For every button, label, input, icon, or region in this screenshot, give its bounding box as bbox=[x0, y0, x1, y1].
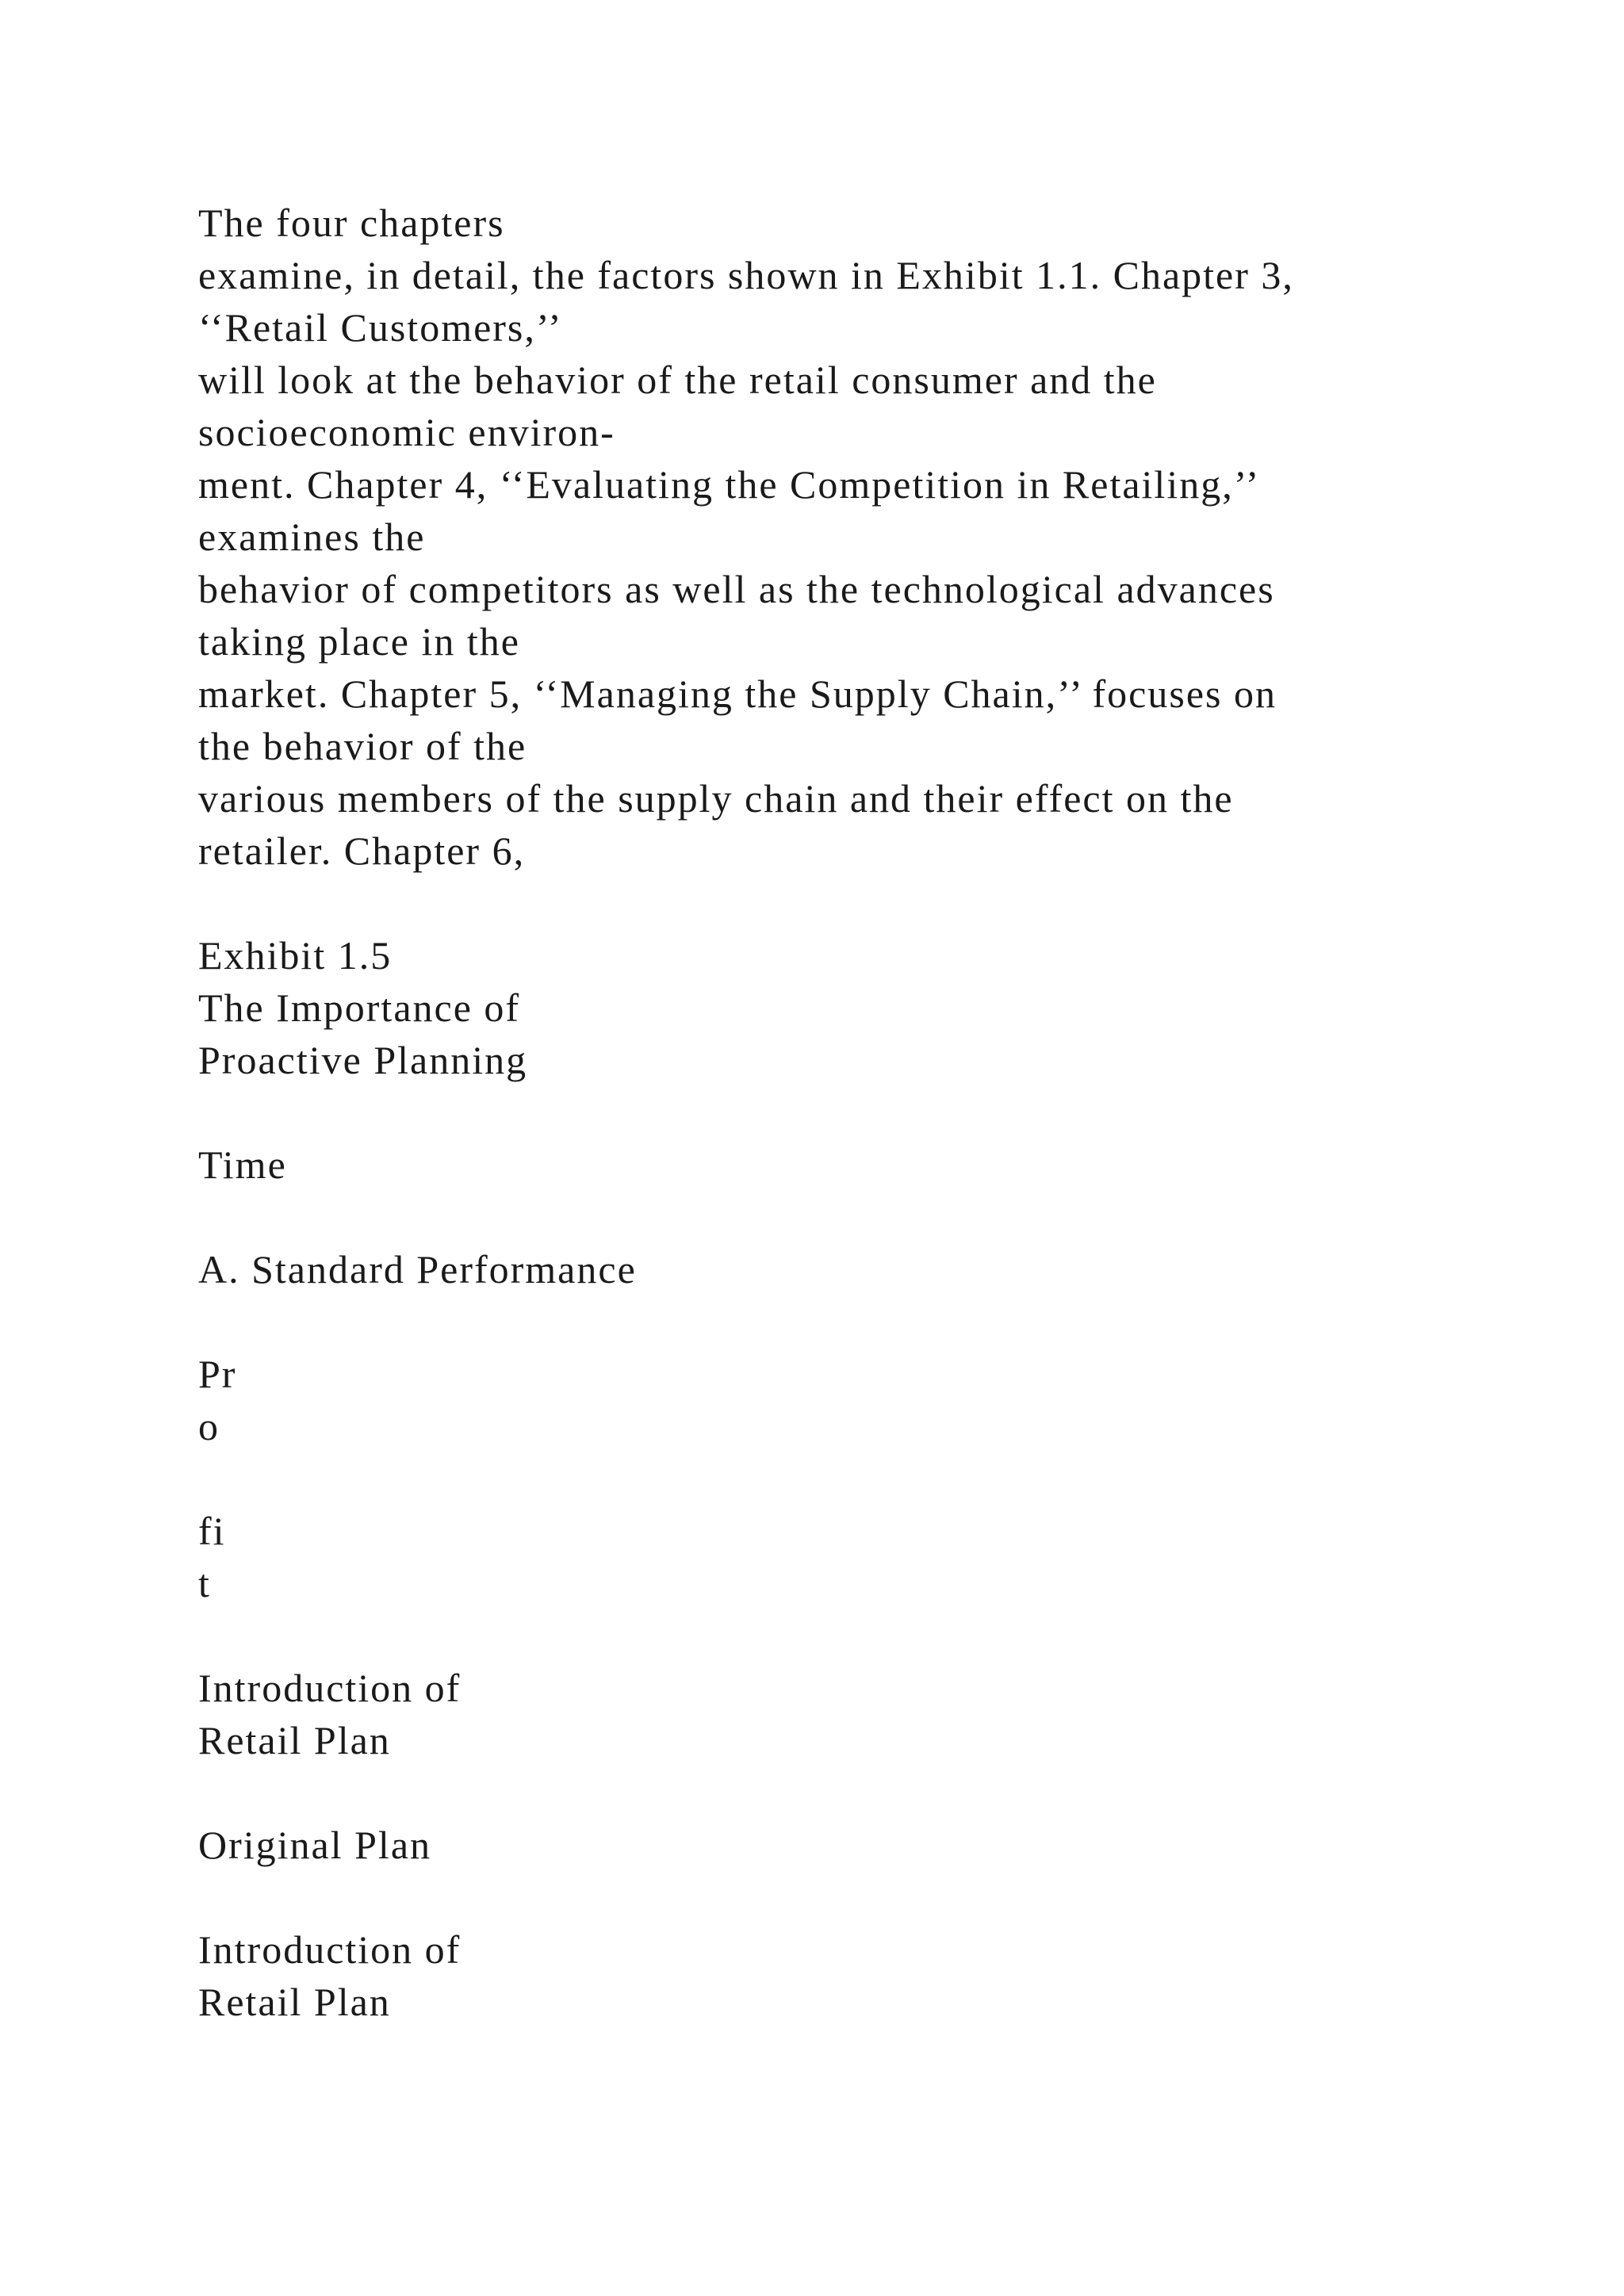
exhibit-title-line: Proactive Planning bbox=[198, 1038, 528, 1082]
annotation-introduction-1 bbox=[198, 1662, 1546, 1766]
panel-label: A. Standard Performance bbox=[198, 1247, 637, 1292]
text-line: examine, in detail, the factors shown in Exhibit 1.1. Chapter 3, bbox=[198, 253, 1294, 297]
y-axis-fragment: Pr bbox=[198, 1352, 237, 1396]
text-line: ment. Chapter 4, ‘‘Evaluating the Competition in Retailing,’’ bbox=[198, 462, 1261, 507]
document-page bbox=[198, 197, 1546, 2028]
text-line: behavior of competitors as well as the technological advances bbox=[198, 567, 1275, 611]
text-line: various members of the supply chain and their effect on the bbox=[198, 776, 1234, 821]
y-axis-fragment: fi bbox=[198, 1509, 226, 1553]
annotation-line: Retail Plan bbox=[198, 1718, 391, 1762]
annotation-line: Introduction of bbox=[198, 1666, 462, 1710]
annotation-original-plan: Original Plan bbox=[198, 1823, 432, 1867]
annotation-introduction-2 bbox=[198, 1923, 1546, 2028]
text-line: market. Chapter 5, ‘‘Managing the Supply Chain,’’ focuses on bbox=[198, 672, 1277, 716]
text-line: retailer. Chapter 6, bbox=[198, 828, 526, 873]
text-line: the behavior of the bbox=[198, 724, 527, 768]
blank-line bbox=[198, 1191, 1546, 1243]
y-axis-fragment: t bbox=[198, 1561, 211, 1605]
blank-line bbox=[198, 877, 1546, 929]
blank-line bbox=[198, 1452, 1546, 1505]
text-line: ‘‘Retail Customers,’’ bbox=[198, 305, 563, 350]
blank-line bbox=[198, 1871, 1546, 1923]
blank-line bbox=[198, 1766, 1546, 1819]
exhibit-number: Exhibit 1.5 bbox=[198, 933, 393, 978]
y-axis-fragment: o bbox=[198, 1404, 220, 1448]
blank-line bbox=[198, 1295, 1546, 1348]
text-line: The four chapters bbox=[198, 201, 505, 245]
exhibit-caption bbox=[198, 929, 1546, 1086]
text-line: will look at the behavior of the retail consumer and the bbox=[198, 358, 1157, 402]
text-line: taking place in the bbox=[198, 619, 520, 664]
text-line: examines the bbox=[198, 515, 426, 559]
blank-line bbox=[198, 1609, 1546, 1662]
x-axis-label: Time bbox=[198, 1142, 287, 1187]
annotation-line: Retail Plan bbox=[198, 1980, 391, 2024]
blank-line bbox=[198, 1086, 1546, 1138]
annotation-line: Introduction of bbox=[198, 1927, 462, 1972]
y-axis-label bbox=[198, 1348, 1546, 1609]
exhibit-title-line: The Importance of bbox=[198, 985, 521, 1030]
body-paragraph bbox=[198, 197, 1546, 877]
text-line: socioeconomic environ- bbox=[198, 410, 615, 454]
